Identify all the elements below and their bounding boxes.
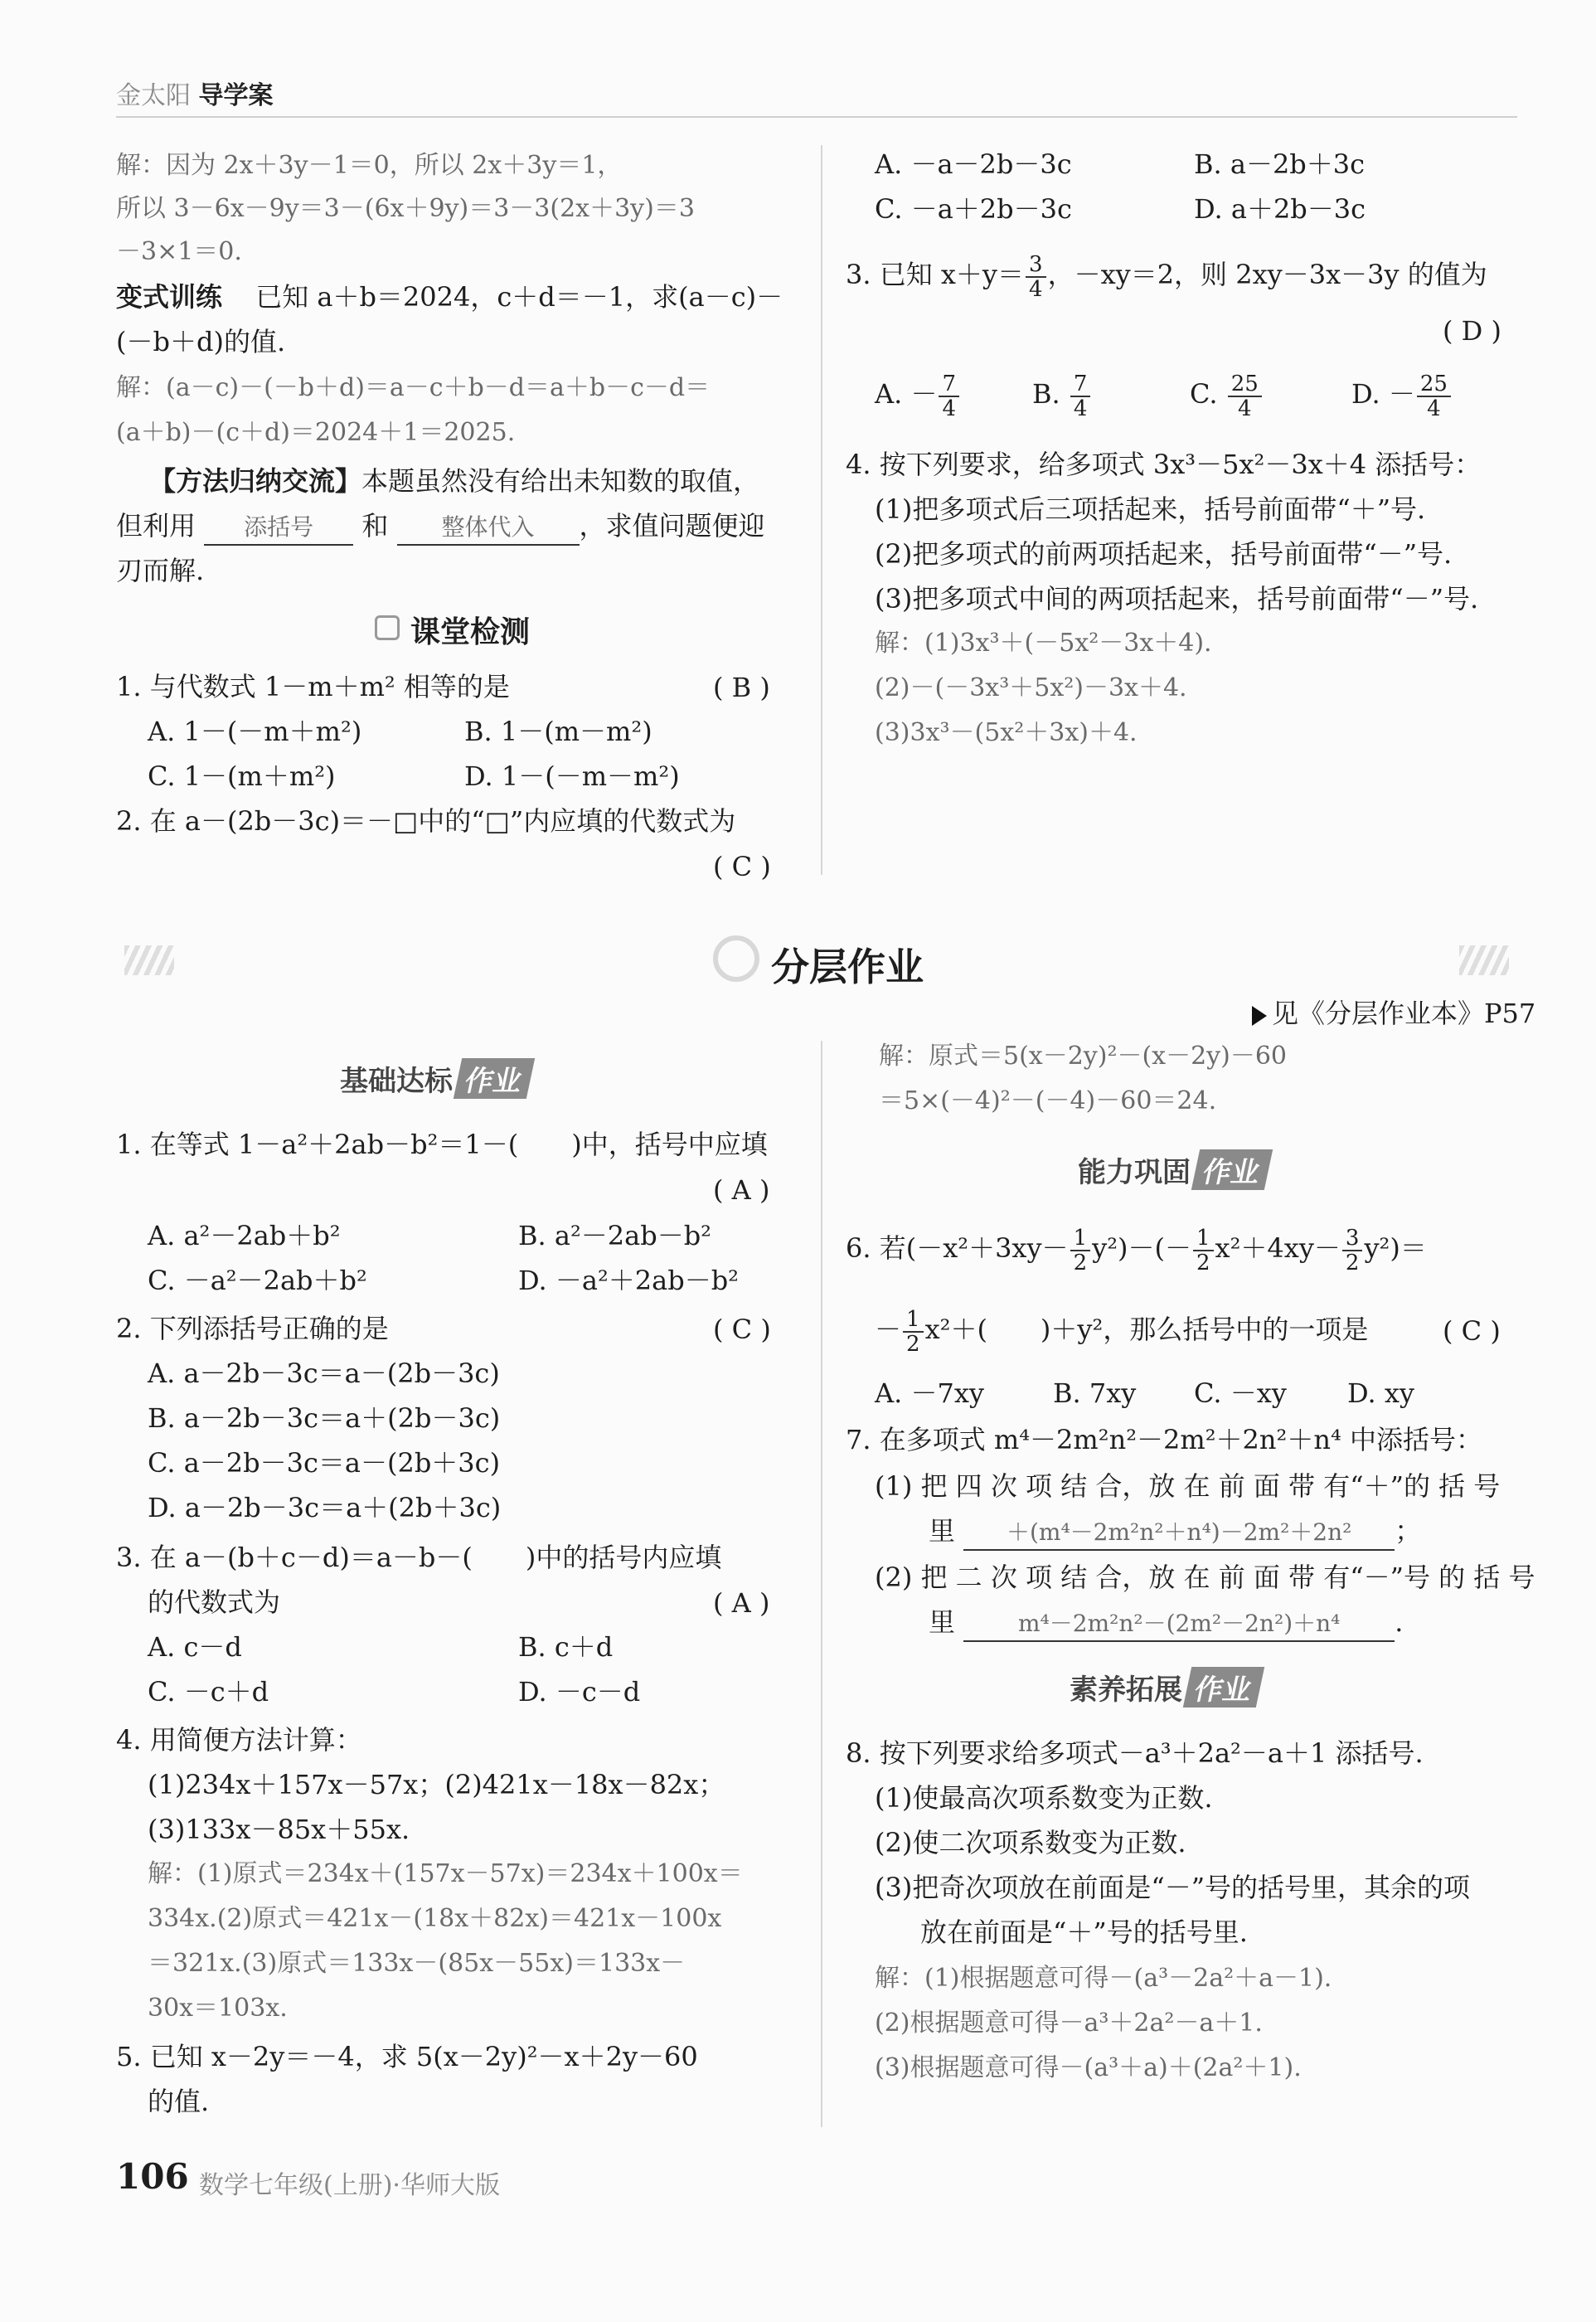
tag-label: 能力巩固 <box>1078 1156 1191 1189</box>
answer-blank: m⁴－2m²n²－(2m²－2n²)＋n⁴ <box>963 1607 1395 1642</box>
denominator: 4 <box>1029 276 1043 302</box>
tag-badge: 作业 <box>1183 1667 1264 1707</box>
answer-mark: ( C ) <box>713 1314 771 1345</box>
answer-mark: ( C ) <box>1443 1315 1501 1347</box>
column-divider <box>821 1041 822 2127</box>
question-text: 里 <box>929 1606 956 1638</box>
option: C. 1－(m＋m²) <box>148 760 336 792</box>
sub-question: (3)把奇次项放在前面是“－”号的括号里，其余的项 <box>875 1872 1471 1903</box>
option: A. c－d <box>148 1631 242 1663</box>
option: D. xy <box>1347 1377 1414 1409</box>
sub-question: (1) 把 四 次 项 结 合，放 在 前 面 带 有“＋”的 括 号 <box>875 1470 1501 1502</box>
question-text: x²＋4xy－ <box>1215 1232 1341 1264</box>
option: D. －c－d <box>518 1676 641 1707</box>
answer-blank: ＋(m⁴－2m²n²＋n⁴)－2m²＋2n² <box>963 1516 1395 1551</box>
question-text: x²＋( )＋y²，那么括号中的一项是 <box>924 1314 1369 1345</box>
solution-line: (a＋b)－(c＋d)＝2024＋1＝2025. <box>116 418 516 447</box>
solution-line: (2)根据题意可得－a³＋2a²－a＋1. <box>875 2009 1263 2038</box>
sub-question: (1)234x＋157x－57x；(2)421x－18x－82x； <box>148 1769 725 1800</box>
question: 2. 在 a－(2b－3c)＝－□中的“□”内应填的代数式为 <box>116 805 736 837</box>
tag-label: 素养拓展 <box>1070 1673 1182 1707</box>
question: 3. 在 a－(b＋c－d)＝a－b－( )中的括号内应填 <box>116 1542 722 1573</box>
numerator: 7 <box>939 372 959 397</box>
question: 1. 在等式 1－a²＋2ab－b²＝1－( )中，括号中应填 <box>116 1129 768 1160</box>
sub-question-line2 <box>929 1514 1421 1551</box>
solution-line: 解：因为 2x＋3y－1＝0，所以 2x＋3y＝1， <box>116 151 623 180</box>
tag-ability <box>1078 1149 1269 1190</box>
answer-blank: 整体代入 <box>397 511 580 546</box>
solution-line: 解：(1)3x³＋(－5x²－3x＋4). <box>875 629 1212 658</box>
banner-title: 分层作业 <box>771 945 924 989</box>
sub-question: (2)使二次项系数变为正数. <box>875 1827 1186 1858</box>
solution-line: 解：(a－c)－(－b＋d)＝a－c＋b－d＝a＋b－c－d＝ <box>116 373 711 402</box>
solution-line: 解：(1)根据题意可得－(a³－2a²＋a－1). <box>875 1964 1332 1993</box>
solution-line: 334x.(2)原式＝421x－(18x＋82x)＝421x－100x <box>148 1904 722 1933</box>
tag-badge: 作业 <box>1191 1149 1273 1190</box>
check-icon <box>375 615 400 640</box>
sub-question: (1)把多项式后三项括起来，括号前面带“＋”号. <box>875 493 1426 525</box>
question: 4. 按下列要求，给多项式 3x³－5x²－3x＋4 添括号： <box>846 449 1482 480</box>
option: B. 1－(m－m²) <box>464 716 652 747</box>
numerator: 1 <box>903 1308 924 1333</box>
solution-line: 解：原式＝5(x－2y)²－(x－2y)－60 <box>879 1042 1288 1071</box>
numerator: 1 <box>1070 1227 1091 1251</box>
numerator: 1 <box>1193 1227 1214 1251</box>
fraction <box>1342 1227 1363 1275</box>
option-label: A. － <box>875 378 938 410</box>
option: B. 7xy <box>1053 1377 1137 1409</box>
reference-text: 见《分层作业本》P57 <box>1272 998 1536 1029</box>
option: A. a－2b－3c＝a－(2b－3c) <box>148 1358 500 1389</box>
solution-line: ＝321x.(3)原式＝133x－(85x－55x)＝133x－ <box>148 1949 686 1978</box>
question: 8. 按下列要求给多项式－a³＋2a²－a＋1 添括号. <box>846 1737 1424 1769</box>
fraction <box>1228 372 1262 420</box>
solution-line: 解：(1)原式＝234x＋(157x－57x)＝234x＋100x＝ <box>148 1859 743 1888</box>
sub-question-line2: 放在前面是“＋”号的括号里. <box>920 1916 1248 1948</box>
question <box>846 1219 1427 1277</box>
denominator: 2 <box>1345 1250 1360 1275</box>
question-text: y²)＝ <box>1364 1232 1427 1264</box>
answer-mark: ( B ) <box>713 672 770 703</box>
solution-line: (2)－(－3x³＋5x²)－3x＋4. <box>875 673 1187 702</box>
option: A. 1－(－m＋m²) <box>148 716 362 747</box>
tag-basic <box>340 1058 531 1099</box>
layer-icon <box>713 935 759 982</box>
denominator: 4 <box>942 396 957 421</box>
fraction <box>1417 372 1451 420</box>
fraction <box>1026 253 1046 301</box>
option-label: D. － <box>1351 378 1415 410</box>
option <box>1351 365 1453 423</box>
numerator: 25 <box>1228 372 1262 397</box>
question-text: ，－xy＝2，则 2xy－3x－3y 的值为 <box>1047 259 1487 290</box>
answer-mark: ( A ) <box>713 1587 770 1619</box>
answer-blank: 添括号 <box>204 511 353 546</box>
tag-badge: 作业 <box>454 1058 535 1099</box>
question <box>846 245 1487 304</box>
option: C. －a²－2ab＋b² <box>148 1265 367 1296</box>
numerator: 3 <box>1026 253 1046 278</box>
tag-extension <box>1070 1667 1260 1707</box>
denominator: 2 <box>1196 1250 1210 1275</box>
solution-line: 30x＝103x. <box>148 1994 288 2023</box>
variant-text: 已知 a＋b＝2024，c＋d＝－1，求(a－c)－ <box>255 281 783 313</box>
option: B. a²－2ab－b² <box>518 1220 712 1251</box>
option: C. －xy <box>1194 1377 1287 1409</box>
fraction <box>1070 372 1091 420</box>
method-text: 但利用 <box>116 510 196 542</box>
sub-question: (2) 把 二 次 项 结 合，放 在 前 面 带 有“－”号 的 括 号 <box>875 1562 1535 1593</box>
sub-question-line2 <box>929 1605 1403 1642</box>
method-text: 本题虽然没有给出未知数的取值， <box>361 465 760 497</box>
solution-line: －3×1＝0. <box>116 237 242 266</box>
section-title: 课堂检测 <box>410 615 531 649</box>
sub-question: (2)把多项式的前两项括起来，括号前面带“－”号. <box>875 538 1453 570</box>
page-header <box>116 75 274 111</box>
method-line3: 刃而解. <box>116 555 205 586</box>
question-line2: 的值. <box>148 2086 210 2117</box>
brand-name: 金太阳 <box>116 81 191 110</box>
denominator: 2 <box>1073 1250 1088 1275</box>
option: C. －c＋d <box>148 1676 269 1707</box>
method-text: ，求值问题便迎 <box>579 510 765 542</box>
denominator: 4 <box>1427 396 1441 421</box>
variant-exercise <box>116 280 783 313</box>
answer-mark: ( D ) <box>1443 315 1501 347</box>
option-label: B. <box>1032 378 1069 410</box>
solution-line: (3)3x³－(5x²＋3x)＋4. <box>875 718 1138 747</box>
solution-line: (3)根据题意可得－(a³＋a)＋(2a²＋1). <box>875 2053 1302 2082</box>
sub-question: (1)使最高次项系数变为正数. <box>875 1782 1213 1814</box>
option: B. a－2b＋3c <box>1194 148 1366 180</box>
option: D. a－2b－3c＝a＋(2b＋3c) <box>148 1492 502 1523</box>
triangle-icon <box>1252 1006 1267 1026</box>
option: A. －a－2b－3c <box>875 148 1072 180</box>
option: C. －a＋2b－3c <box>875 193 1072 225</box>
question: 5. 已知 x－2y＝－4，求 5(x－2y)²－x＋2y－60 <box>116 2041 698 2072</box>
sub-question: (3)把多项式中间的两项括起来，括号前面带“－”号. <box>875 583 1479 615</box>
option <box>1032 365 1092 423</box>
question: 4. 用简便方法计算： <box>116 1724 362 1756</box>
option: C. a－2b－3c＝a－(2b＋3c) <box>148 1447 501 1479</box>
column-divider <box>821 145 822 875</box>
question-text: 6. 若(－x²＋3xy－ <box>846 1232 1069 1264</box>
numerator: 7 <box>1070 372 1091 397</box>
question-text: . <box>1395 1606 1404 1638</box>
fraction <box>1070 1227 1091 1275</box>
sub-question: (3)133x－85x＋55x. <box>148 1814 410 1845</box>
question-line2 <box>875 1300 1368 1358</box>
variant-text-line2: (－b＋d)的值. <box>116 326 286 357</box>
fraction <box>1193 1227 1214 1275</box>
denominator: 4 <box>1073 396 1088 421</box>
option: A. a²－2ab＋b² <box>148 1220 341 1251</box>
answer-mark: ( A ) <box>713 1174 770 1206</box>
method-summary <box>149 464 759 498</box>
decor-stripe <box>124 945 174 975</box>
footer-text: 数学七年级(上册)·华师大版 <box>199 2171 500 2200</box>
decor-stripe <box>1459 945 1509 975</box>
option <box>875 365 961 423</box>
reference-note <box>1252 997 1535 1030</box>
solution-line: 所以 3－6x－9y＝3－(6x＋9y)＝3－3(2x＋3y)＝3 <box>116 194 695 223</box>
fraction <box>939 372 959 420</box>
question-text: 3. 已知 x＋y＝ <box>846 259 1025 290</box>
method-line2 <box>116 509 765 546</box>
option: A. －7xy <box>875 1377 984 1409</box>
variant-label: 变式训练 <box>116 281 223 313</box>
question-text: y²)－(－ <box>1092 1232 1191 1264</box>
question-text: － <box>875 1314 902 1345</box>
option: B. a－2b－3c＝a＋(2b－3c) <box>148 1402 501 1434</box>
tag-label: 基础达标 <box>340 1065 453 1098</box>
fraction <box>903 1308 924 1356</box>
method-text: 和 <box>361 510 389 542</box>
numerator: 3 <box>1342 1227 1363 1251</box>
solution-line: ＝5×(－4)²－(－4)－60＝24. <box>879 1086 1217 1115</box>
question-line2: 的代数式为 <box>148 1586 281 1618</box>
option: D. a＋2b－3c <box>1194 193 1366 225</box>
numerator: 25 <box>1417 372 1451 397</box>
option-label: C. <box>1190 378 1226 410</box>
denominator: 2 <box>906 1331 920 1357</box>
header-rule <box>116 116 1517 118</box>
series-name: 导学案 <box>198 81 274 110</box>
question: 1. 与代数式 1－m＋m² 相等的是 <box>116 671 510 702</box>
option: B. c＋d <box>518 1631 614 1663</box>
question-text: ； <box>1395 1515 1422 1547</box>
question: 7. 在多项式 m⁴－2m²n²－2m²＋2n²＋n⁴ 中添括号： <box>846 1424 1482 1455</box>
question: 2. 下列添括号正确的是 <box>116 1313 389 1344</box>
page-number: 106 <box>116 2156 189 2197</box>
method-label: 【方法归纳交流】 <box>149 465 362 497</box>
question-text: 里 <box>929 1515 956 1547</box>
option: D. 1－(－m－m²) <box>464 760 680 792</box>
denominator: 4 <box>1237 396 1252 421</box>
answer-mark: ( C ) <box>713 851 771 882</box>
option: D. －a²＋2ab－b² <box>518 1265 740 1296</box>
option <box>1190 365 1264 423</box>
